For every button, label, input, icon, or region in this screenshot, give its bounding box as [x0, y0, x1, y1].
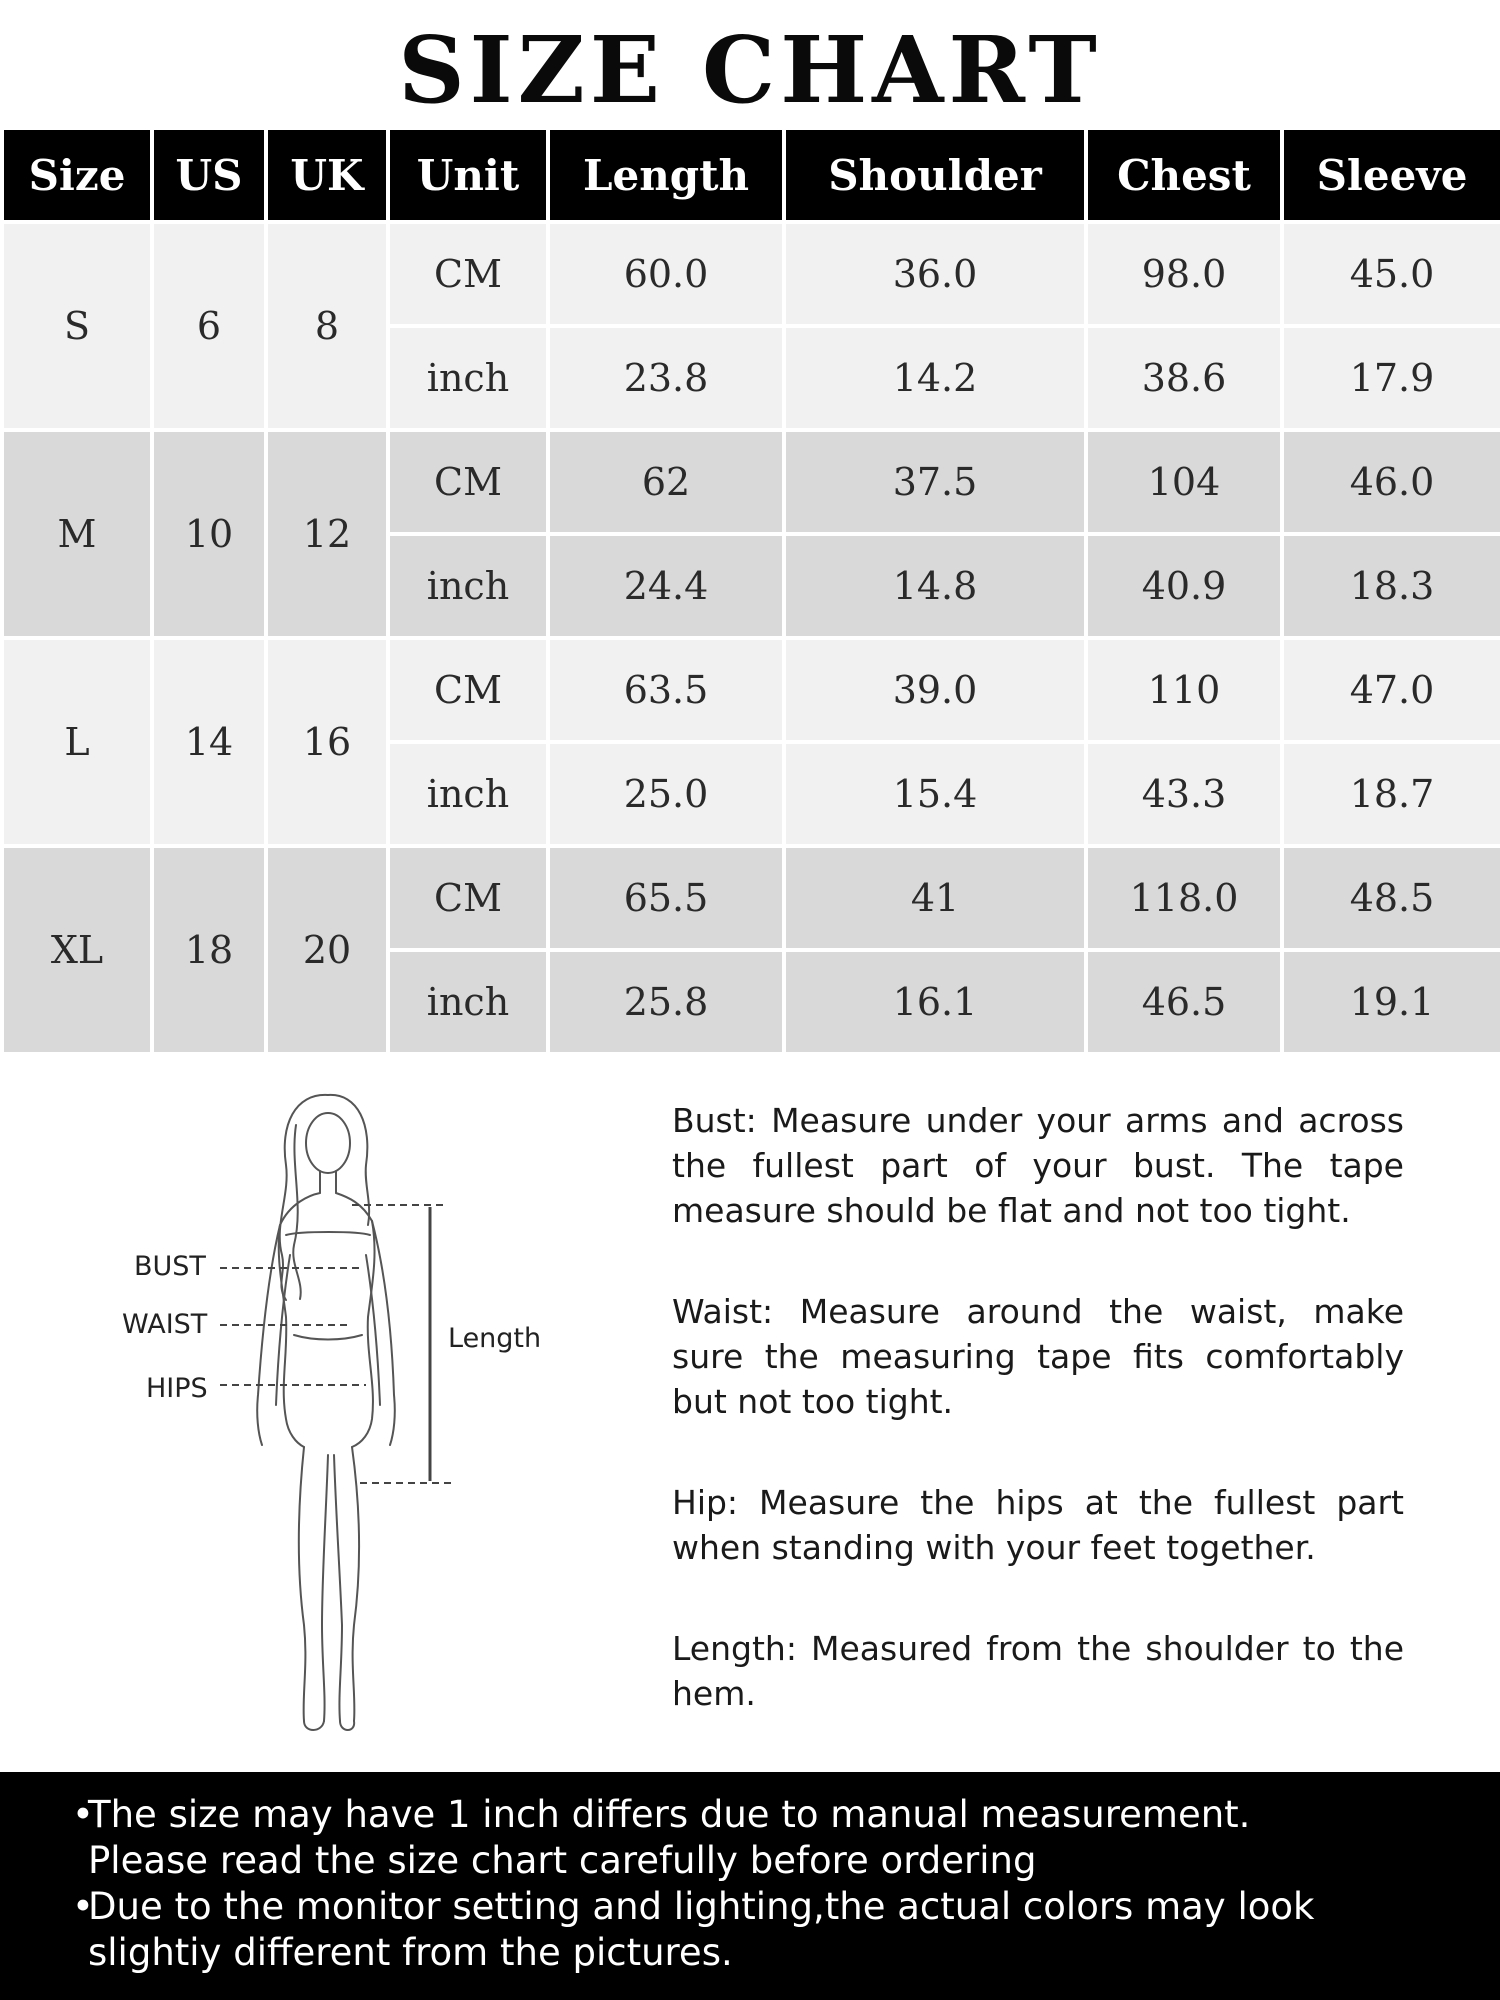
us-cell: 10 [152, 430, 266, 638]
page-title: SIZE CHART [398, 16, 1102, 124]
footer-note-line: Please read the size chart carefully before ordering [88, 1839, 1037, 1882]
chest-cell: 110 [1086, 638, 1282, 742]
chest-cell: 40.9 [1086, 534, 1282, 638]
chest-cell: 46.5 [1086, 950, 1282, 1054]
hips-label: HIPS [146, 1373, 208, 1404]
size-cell: S [2, 222, 152, 430]
footer-note-line: Due to the monitor setting and lighting,the actual colors may look [88, 1885, 1315, 1928]
bust-instruction: Bust: Measure under your arms and across the fullest part of your bust. The tape measure should be flat and not too tight. [672, 1101, 1404, 1230]
length-cell: 65.5 [548, 846, 784, 950]
length-cell: 63.5 [548, 638, 784, 742]
chest-cell: 98.0 [1086, 222, 1282, 326]
footer-notes [0, 1772, 1500, 2000]
woman-figure-icon [90, 1085, 590, 1745]
size-cell: XL [2, 846, 152, 1054]
length-cell: 25.0 [548, 742, 784, 846]
header-unit: Unit [388, 128, 548, 222]
header-size: Size [2, 128, 152, 222]
us-cell: 18 [152, 846, 266, 1054]
length-label: Length [448, 1323, 542, 1354]
shoulder-cell: 16.1 [784, 950, 1086, 1054]
sleeve-cell: 46.0 [1282, 430, 1500, 534]
bust-label: BUST [134, 1251, 206, 1282]
footer-note-2 [72, 1884, 1448, 1976]
size-cell: L [2, 638, 152, 846]
unit-cell: inch [388, 326, 548, 430]
shoulder-cell: 41 [784, 846, 1086, 950]
table-row [2, 846, 1500, 950]
unit-cell: CM [388, 638, 548, 742]
length-instruction: Length: Measured from the shoulder to the hem. [672, 1629, 1404, 1713]
unit-cell: inch [388, 534, 548, 638]
sleeve-cell: 18.3 [1282, 534, 1500, 638]
uk-cell: 20 [266, 846, 388, 1054]
header-length: Length [548, 128, 784, 222]
table-row [2, 638, 1500, 742]
table-header-row [2, 128, 1500, 222]
bullet-icon: • [72, 1793, 94, 1836]
measurement-instructions [672, 1098, 1404, 1772]
unit-cell: CM [388, 430, 548, 534]
length-cell: 24.4 [548, 534, 784, 638]
header-uk: UK [266, 128, 388, 222]
shoulder-cell: 14.8 [784, 534, 1086, 638]
chest-cell: 118.0 [1086, 846, 1282, 950]
sleeve-cell: 19.1 [1282, 950, 1500, 1054]
us-cell: 14 [152, 638, 266, 846]
chest-cell: 43.3 [1086, 742, 1282, 846]
length-cell: 62 [548, 430, 784, 534]
size-cell: M [2, 430, 152, 638]
waist-label: WAIST [122, 1309, 208, 1340]
unit-cell: inch [388, 950, 548, 1054]
sleeve-cell: 18.7 [1282, 742, 1500, 846]
footer-note-1 [72, 1792, 1448, 1884]
footer-note-line: The size may have 1 inch differs due to manual measurement. [88, 1793, 1251, 1836]
unit-cell: CM [388, 222, 548, 326]
shoulder-cell: 36.0 [784, 222, 1086, 326]
hip-instruction: Hip: Measure the hips at the fullest part when standing with your feet together. [672, 1483, 1404, 1567]
length-cell: 23.8 [548, 326, 784, 430]
bullet-icon: • [72, 1885, 94, 1928]
shoulder-cell: 14.2 [784, 326, 1086, 430]
uk-cell: 12 [266, 430, 388, 638]
shoulder-cell: 37.5 [784, 430, 1086, 534]
sleeve-cell: 45.0 [1282, 222, 1500, 326]
sleeve-cell: 17.9 [1282, 326, 1500, 430]
chest-cell: 38.6 [1086, 326, 1282, 430]
length-cell: 60.0 [548, 222, 784, 326]
chest-cell: 104 [1086, 430, 1282, 534]
uk-cell: 16 [266, 638, 388, 846]
header-shoulder: Shoulder [784, 128, 1086, 222]
uk-cell: 8 [266, 222, 388, 430]
table-row [2, 430, 1500, 534]
body-measurement-figure [90, 1085, 590, 1745]
size-table [0, 126, 1500, 1056]
header-us: US [152, 128, 266, 222]
shoulder-cell: 15.4 [784, 742, 1086, 846]
footer-note-line: slightiy different from the pictures. [88, 1931, 733, 1974]
sleeve-cell: 47.0 [1282, 638, 1500, 742]
waist-instruction: Waist: Measure around the waist, make sure the measuring tape fits comfortably but not too tight. [672, 1292, 1404, 1421]
sleeve-cell: 48.5 [1282, 846, 1500, 950]
shoulder-cell: 39.0 [784, 638, 1086, 742]
unit-cell: inch [388, 742, 548, 846]
header-chest: Chest [1086, 128, 1282, 222]
header-sleeve: Sleeve [1282, 128, 1500, 222]
unit-cell: CM [388, 846, 548, 950]
length-cell: 25.8 [548, 950, 784, 1054]
us-cell: 6 [152, 222, 266, 430]
table-row [2, 222, 1500, 326]
